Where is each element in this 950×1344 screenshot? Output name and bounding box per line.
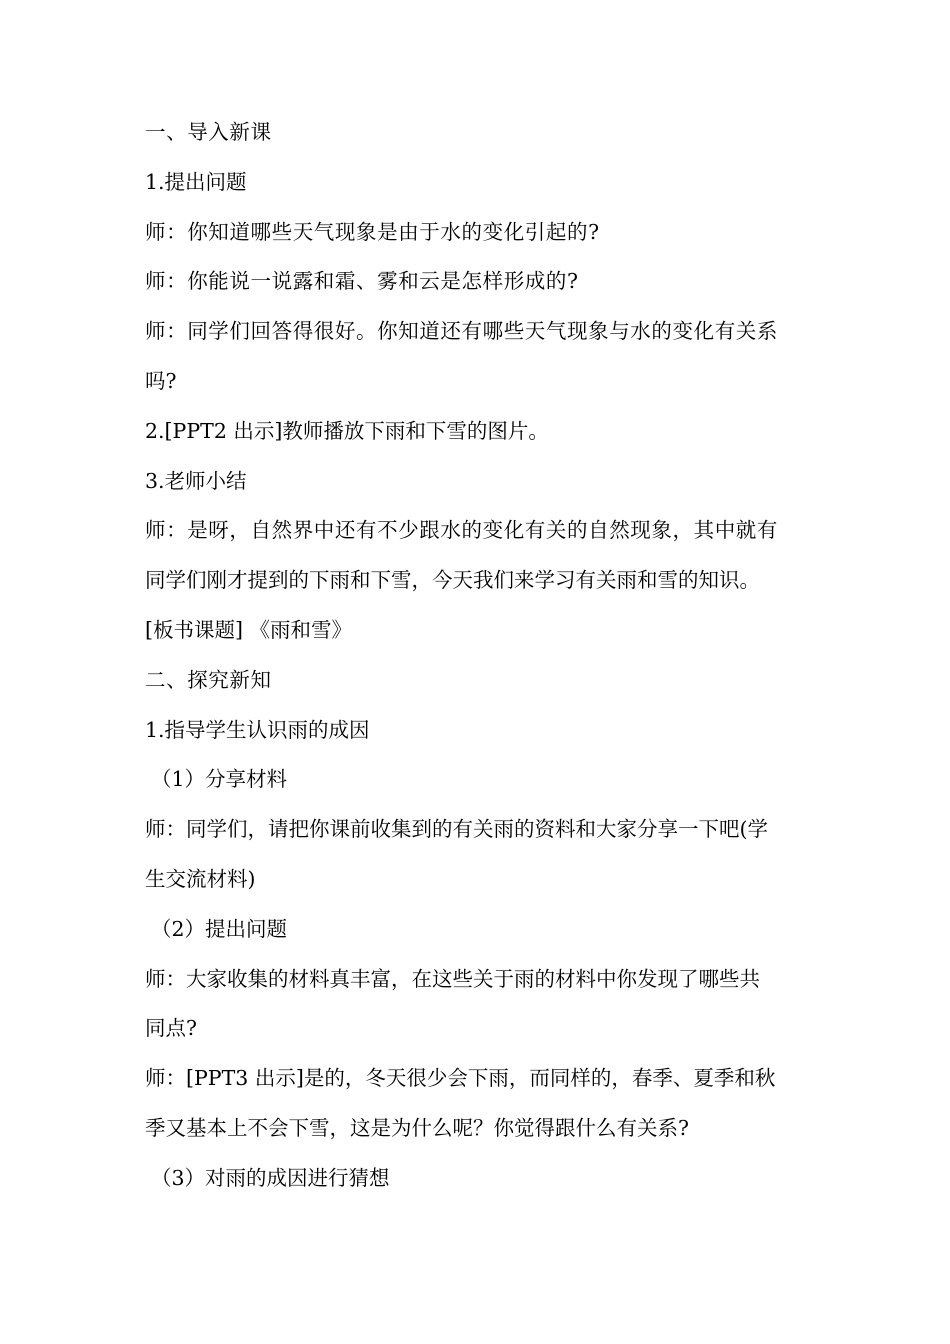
paragraph-line: 同学们刚才提到的下雨和下雪，今天我们来学习有关雨和雪的知识。 [145, 568, 760, 593]
sub-step-heading: （2）提出问题 [151, 916, 288, 941]
paragraph-line: 季又基本上不会下雪，这是为什么呢？你觉得跟什么有关系? [145, 1115, 689, 1140]
paragraph-line: 2.[PPT2 出示]教师播放下雨和下雪的图片。 [145, 418, 549, 443]
sub-step-heading: （1）分享材料 [151, 767, 288, 792]
paragraph-line: 吗? [145, 368, 177, 393]
sub-step-heading: （3）对雨的成因进行猜想 [151, 1165, 390, 1190]
paragraph-line: 师：大家收集的材料真丰富，在这些关于雨的材料中你发现了哪些共 [145, 966, 760, 991]
paragraph-line: 师：同学们，请把你课前收集到的有关雨的资料和大家分享一下吧(学 [145, 817, 768, 842]
paragraph-line: 师：同学们回答得很好。你知道还有哪些天气现象与水的变化有关系 [145, 319, 778, 344]
board-title-line: [板书课题] 《雨和雪》 [145, 617, 353, 642]
document-body [145, 108, 815, 1204]
paragraph-line: 师：[PPT3 出示]是的，冬天很少会下雨，而同样的，春季、夏季和秋 [145, 1066, 776, 1091]
step-heading-rain-cause: 1.指导学生认识雨的成因 [145, 717, 370, 742]
paragraph-line: 师：你知道哪些天气现象是由于水的变化引起的? [145, 219, 600, 244]
paragraph-line: 师：是呀，自然界中还有不少跟水的变化有关的自然现象，其中就有 [145, 518, 778, 543]
step-heading-summary: 3.老师小结 [145, 468, 247, 493]
section-heading-intro: 一、导入新课 [145, 120, 272, 144]
paragraph-line: 生交流材料) [145, 866, 256, 891]
step-heading-ask-question: 1.提出问题 [145, 169, 247, 194]
paragraph-line: 师：你能说一说露和霜、雾和云是怎样形成的? [145, 269, 579, 294]
paragraph-line: 同点? [145, 1016, 197, 1041]
section-heading-explore: 二、探究新知 [145, 667, 272, 692]
